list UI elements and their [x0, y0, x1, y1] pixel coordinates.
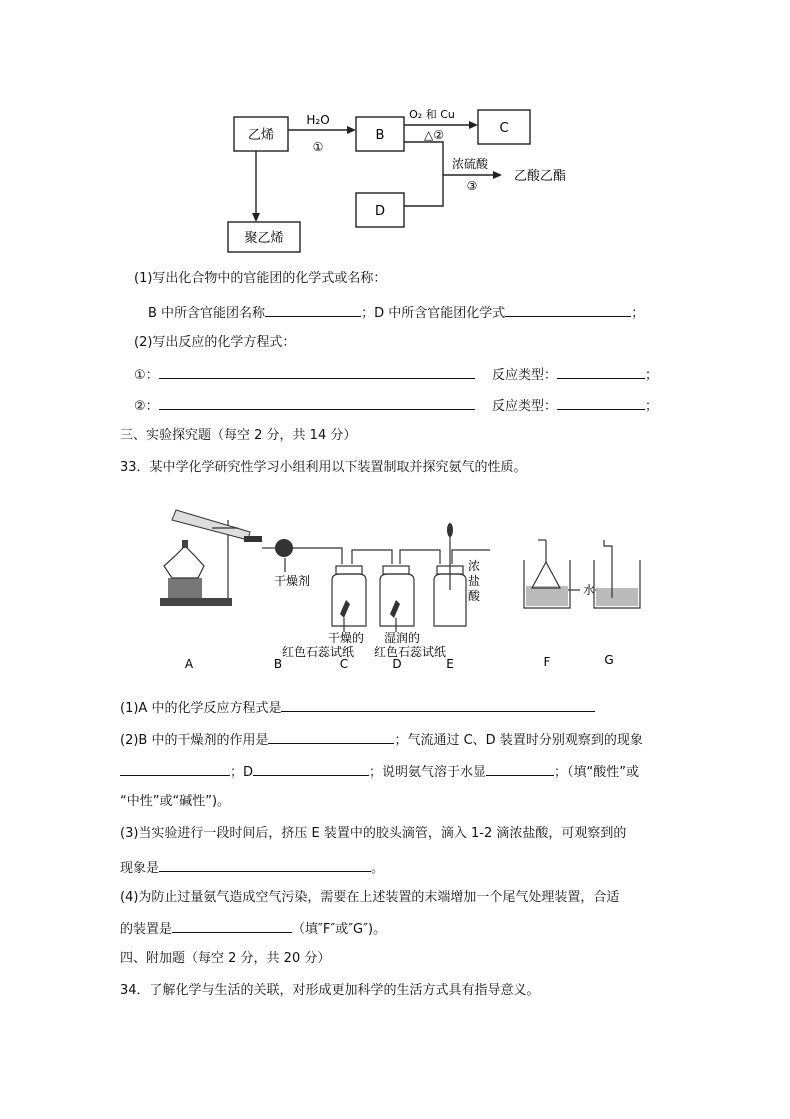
ethyl-acetate-label: 乙酸乙酯 [513, 169, 567, 184]
q33-p3b: 现象是 [120, 861, 160, 876]
hcl-label-1: 浓 [468, 559, 481, 573]
reaction2-semi: ； [645, 399, 659, 414]
apparatus-a [160, 510, 262, 606]
reaction1-type [492, 364, 658, 385]
q33-part4-line2 [120, 918, 386, 939]
reaction2-type-blank[interactable] [557, 395, 645, 410]
dry-paper-label-2: 红色石蕊试纸 [282, 645, 355, 659]
apparatus-f [524, 540, 570, 608]
c-label: C [499, 121, 509, 136]
apparatus-c [332, 566, 366, 626]
reaction2-line [134, 395, 475, 416]
q32-part2: (2)写出反应的化学方程式： [134, 335, 296, 350]
label-g: G [604, 653, 614, 667]
apparatus-g [594, 540, 640, 608]
q32-part1-line [148, 302, 644, 323]
q33-part2-line1 [120, 729, 643, 750]
q33-p3c: 。 [371, 861, 385, 876]
reaction1-label: ①： [134, 368, 159, 383]
q33-p2e: ；（填“酸性”或 [554, 765, 640, 780]
q33-p2b: ；气流通过 C、D 装置时分别观察到的现象 [394, 733, 643, 748]
hcl-label-3: 酸 [468, 589, 481, 603]
q33-part2-line2 [120, 761, 639, 782]
reaction2-type [492, 395, 658, 416]
polyethylene-label: 聚乙烯 [244, 231, 284, 246]
b-group-label: B 中所含官能团名称 [148, 306, 266, 321]
reaction2-type-label: 反应类型： [492, 399, 558, 414]
q33-part4-line1: (4)为防止过量氨气造成空气污染，需要在上述装置的末端增加一个尾气处理装置，合适 [120, 890, 620, 905]
reaction1-type-label: 反应类型： [492, 368, 558, 383]
q33-p2c: ；D [230, 765, 254, 780]
c-observation-blank[interactable] [120, 761, 230, 776]
reaction1-line [134, 364, 475, 385]
q33-p4b: 的装置是 [120, 922, 173, 937]
q33-part2-line3: “中性”或“碱性”)。 [120, 794, 231, 809]
label-e: E [446, 657, 454, 671]
d-label: D [374, 204, 386, 219]
label-d: D [392, 657, 402, 671]
q32-p1-end: ； [631, 306, 645, 321]
q33-p2a: (2)B 中的干燥剂的作用是 [120, 733, 269, 748]
desiccant-role-blank[interactable] [268, 729, 394, 744]
label-c: C [339, 657, 349, 671]
wet-paper-label-1: 湿润的 [384, 631, 421, 645]
reaction1-type-blank[interactable] [557, 364, 645, 379]
hcl-label-2: 盐 [468, 574, 481, 588]
q33-p3-blank[interactable] [159, 857, 371, 872]
b-label: B [375, 128, 385, 143]
water-label: 水 [583, 583, 596, 597]
apparatus-b [262, 539, 310, 588]
reaction2-blank[interactable] [159, 395, 475, 410]
ethylene-label: 乙烯 [247, 128, 275, 143]
q33-stem: 33．某中学化学研究性学习小组利用以下装置制取并探究氨气的性质。 [120, 460, 527, 475]
desiccant-label: 干燥剂 [274, 574, 311, 588]
d-group-blank[interactable] [505, 302, 631, 317]
apparatus-d [380, 566, 414, 626]
q33-p2d: ；说明氨气溶于水显 [369, 765, 487, 780]
water-label: H₂O [306, 113, 330, 127]
d-group-label: ；D 中所含官能团化学式 [361, 306, 506, 321]
q33-part3-line1: (3)当实验进行一段时间后，挤压 E 装置中的胶头滴管，滴入 1-2 滴浓盐酸，可观察到的 [120, 826, 627, 841]
reaction1-blank[interactable] [159, 364, 475, 379]
reaction2-label: ②： [134, 399, 159, 414]
section4-heading: 四、附加题（每空 2 分，共 20 分） [120, 951, 331, 966]
apparatus-diagram [0, 490, 790, 680]
o2-cu-label: O₂ 和 Cu [409, 108, 455, 121]
label-f: F [543, 655, 551, 669]
q33-part1 [120, 697, 595, 718]
d-observation-blank[interactable] [253, 761, 369, 776]
heat-step2-label: △② [424, 128, 444, 142]
label-b: B [273, 657, 283, 671]
label-a: A [184, 657, 194, 671]
ammonia-nature-blank[interactable] [486, 761, 554, 776]
reaction-flowchart [0, 0, 790, 260]
section3-heading: 三、实验探究题（每空 2 分，共 14 分） [120, 428, 357, 443]
q33-p4-blank[interactable] [172, 918, 292, 933]
wet-paper-label-2: 红色石蕊试纸 [374, 645, 447, 659]
b-group-blank[interactable] [265, 302, 361, 317]
q33-p1-blank[interactable] [281, 697, 595, 712]
step3-label: ③ [466, 179, 478, 193]
apparatus-e [434, 523, 481, 626]
q33-p1-label: (1)A 中的化学反应方程式是 [120, 701, 282, 716]
q32-part1: (1)写出化合物中的官能团的化学式或名称： [134, 271, 387, 286]
q33-p4c: （填″F″或″G″)。 [292, 922, 387, 937]
dry-paper-label-1: 干燥的 [328, 631, 365, 645]
q33-part3-line2 [120, 857, 384, 878]
reaction1-semi: ； [645, 368, 659, 383]
step1-label: ① [312, 140, 324, 154]
q34-stem: 34．了解化学与生活的关联，对形成更加科学的生活方式具有指导意义。 [120, 983, 540, 998]
conc-sulfuric-label: 浓硫酸 [451, 157, 489, 171]
